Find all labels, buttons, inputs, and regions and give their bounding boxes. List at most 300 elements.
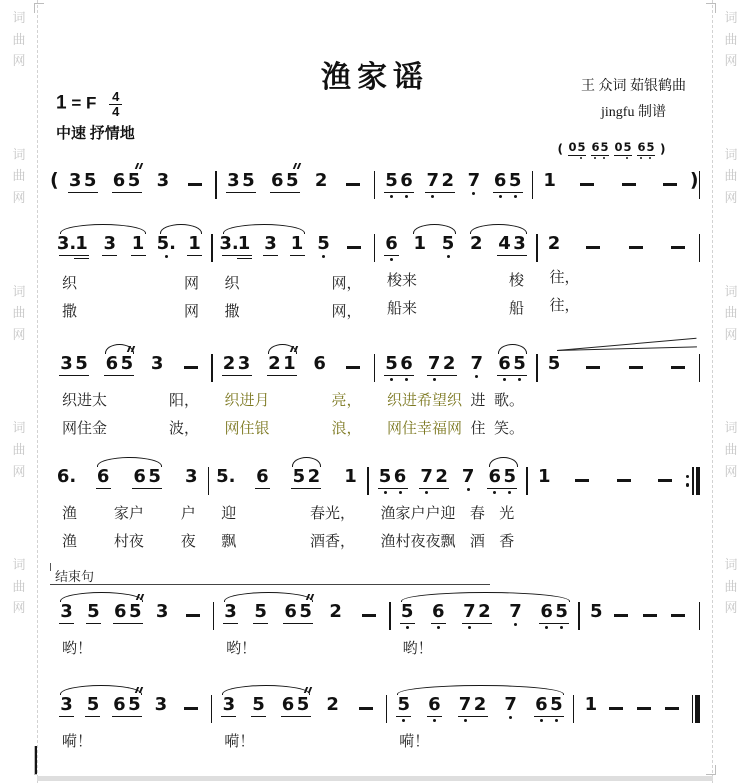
beam-line: [128, 623, 143, 625]
beam-line: [131, 255, 146, 257]
dash-glyph: [586, 246, 600, 249]
slur-arc: [60, 685, 142, 695]
note-cluster: [571, 468, 593, 486]
music-line: [50, 219, 700, 321]
note-cluster: [633, 696, 655, 714]
dash-note: [576, 172, 598, 190]
note-digit: 2: [441, 170, 454, 191]
note-digit: 6: [133, 466, 146, 487]
pickup-close-paren: ): [659, 142, 666, 156]
lyric-token: 哟！: [402, 641, 433, 657]
octave-dot-row: [518, 376, 521, 382]
note: [253, 603, 268, 630]
note: [281, 696, 296, 723]
note: [384, 235, 399, 262]
note: [508, 603, 523, 627]
beam-lines: [113, 621, 128, 624]
note: [512, 355, 527, 382]
dash-note: [625, 235, 647, 253]
lyric-token: 嗬！: [62, 734, 93, 750]
octave-dot-row: [475, 373, 478, 379]
lyric-token: 网，: [331, 276, 362, 292]
note-digit: 5: [555, 601, 568, 622]
lyric-token: 渔: [62, 534, 78, 550]
lyric-token: 织: [224, 276, 240, 292]
beam-line: [102, 255, 117, 257]
note: [59, 696, 74, 723]
note-cluster: [547, 355, 562, 379]
note-cluster: [85, 696, 100, 723]
credits: [581, 74, 686, 126]
measure: [213, 219, 374, 321]
beam-line: [223, 623, 238, 625]
octave-dot: [390, 195, 393, 198]
note-digit: 5: [378, 466, 392, 487]
dash-note: [618, 172, 640, 190]
lyric-row: [528, 524, 686, 542]
note-cluster: [343, 468, 358, 492]
beam-line: [59, 623, 74, 625]
note-cluster: [508, 603, 523, 627]
key-signature: [56, 90, 122, 118]
dash-note: [582, 235, 604, 253]
score-content: [50, 0, 700, 751]
notes-row: [538, 355, 699, 379]
octave-dot: [464, 719, 467, 722]
watermark-char: 网: [12, 189, 26, 205]
note: [328, 603, 343, 627]
lyric-token: 笑。: [493, 421, 524, 437]
note: [128, 603, 143, 630]
barline: [699, 171, 701, 199]
beam-lines: [440, 190, 455, 193]
note-cluster: [283, 603, 313, 630]
dash-note: [625, 355, 647, 373]
lyric-token: 家户: [113, 506, 144, 522]
octave-dot-row: [493, 489, 496, 495]
notes-row: [209, 468, 367, 495]
lyric-token: 村夜: [113, 534, 144, 550]
note-digit: 5: [589, 601, 603, 622]
beam-lines: [74, 253, 89, 259]
note-cluster: [396, 696, 411, 723]
slur-arc: [223, 224, 305, 234]
mordent-tick: [297, 163, 301, 169]
note-digit: 2: [469, 233, 483, 254]
note: [56, 466, 77, 492]
note-cluster: [487, 468, 517, 495]
right-dashed-border: [712, 0, 713, 783]
watermark-group: [4, 420, 34, 479]
note-digit: 6: [112, 170, 126, 191]
lyric-token: 梭来: [387, 273, 418, 289]
note-digit: 3: [154, 694, 168, 715]
note: [497, 355, 512, 382]
note-cluster: [469, 355, 484, 379]
beam-lines: [255, 486, 270, 489]
note-digit: 5: [86, 694, 100, 715]
beam-line: [222, 255, 237, 257]
note-digit: 6: [313, 353, 326, 374]
note: [614, 142, 623, 160]
lyric-row: [375, 297, 536, 318]
lyric-token: 网住幸福网: [387, 421, 463, 437]
note-cluster: [610, 603, 632, 621]
beam-lines: [306, 486, 321, 489]
note-cluster: [112, 696, 142, 723]
note-cluster: [542, 172, 557, 196]
slur-arc: [97, 457, 162, 467]
beam-lines: [251, 714, 266, 717]
lyric-token: 船: [508, 301, 524, 317]
note: [241, 172, 256, 199]
lyric-token: 春: [469, 506, 485, 522]
note: [282, 355, 297, 382]
beam-lines: [128, 621, 143, 624]
beam-lines: [281, 714, 296, 717]
note-digit: 3: [150, 353, 164, 374]
note: [623, 142, 632, 160]
dash-note: [184, 172, 206, 190]
beam-line: [267, 375, 282, 377]
note-cluster: [56, 466, 77, 492]
note-digit: 7: [461, 466, 475, 487]
dash-glyph: [346, 183, 360, 186]
note-cluster: [343, 235, 365, 253]
ending-section-bracket: [50, 563, 700, 587]
music-line: [50, 339, 700, 438]
octave-dot: [493, 491, 496, 494]
note: [425, 172, 440, 199]
beam-line: [147, 488, 162, 490]
measure: [212, 680, 385, 751]
beam-line: [59, 255, 74, 257]
lyric-token: 织进月: [224, 393, 270, 409]
beam-lines: [127, 190, 142, 193]
note-cluster: [384, 235, 399, 262]
note-cluster: [325, 696, 340, 720]
beam-line: [614, 155, 623, 156]
octave-dot: [545, 626, 548, 629]
note: [316, 235, 331, 259]
beam-lines: [222, 253, 237, 256]
beam-lines: [131, 253, 146, 256]
note: [59, 355, 74, 382]
beam-lines: [83, 190, 98, 193]
note-digit: 1: [537, 466, 551, 487]
note-cluster: [493, 172, 523, 199]
beam-lines: [473, 714, 488, 717]
beam-lines: [104, 373, 119, 376]
note: [396, 696, 411, 723]
notes-row: [50, 235, 211, 265]
dash-glyph: [663, 183, 677, 186]
beam-line: [127, 192, 142, 194]
note: [473, 696, 488, 723]
note: [502, 468, 517, 495]
note: [512, 235, 527, 262]
note-cluster: [59, 603, 74, 630]
note: [86, 603, 101, 630]
beam-line: [59, 716, 74, 718]
note-cluster: [625, 355, 647, 373]
note-cluster: [221, 696, 236, 723]
ending-label: 结束句: [55, 569, 95, 584]
barline: [699, 234, 701, 262]
beam-line: [270, 192, 285, 194]
note-cluster: [342, 172, 364, 190]
beam-lines: [226, 190, 241, 193]
dash-glyph: [184, 366, 198, 369]
dash-note: [355, 696, 377, 714]
notes-row: [59, 172, 216, 199]
beam-lines: [59, 714, 74, 717]
lyric-token: 织进太: [62, 393, 108, 409]
measure: [538, 339, 699, 429]
octave-dot-row: [402, 717, 405, 723]
note: [600, 142, 609, 160]
dash-note: [342, 172, 364, 190]
close-paren: ): [689, 169, 699, 191]
note-digit: 6: [432, 601, 445, 622]
note: [221, 696, 236, 723]
beam-lines: [147, 486, 162, 489]
note-digit: 3: [156, 170, 170, 191]
octave-dot-row: [165, 253, 168, 259]
beam-line: [96, 488, 111, 490]
note-cluster: [419, 468, 449, 495]
note-digit: 2: [326, 694, 339, 715]
note-digit: 6: [105, 353, 119, 374]
key-tonic: 1: [56, 92, 67, 114]
note: [296, 696, 311, 723]
tempo-marking: 中速 抒情地: [56, 126, 135, 142]
lyric-token: 网住金: [62, 421, 108, 437]
note-digit: 7: [426, 170, 439, 191]
watermark-group: [4, 10, 34, 69]
barline: [692, 467, 694, 495]
beam-line: [440, 192, 455, 194]
lyric-token: 织: [62, 276, 78, 292]
dash-note: [343, 235, 365, 253]
note-digit: 6: [96, 466, 110, 487]
octave-dot-row: [464, 717, 467, 723]
note: [104, 355, 119, 382]
note-digit: 1: [131, 233, 145, 254]
octave-dot-row: [390, 193, 393, 199]
note: [441, 235, 456, 259]
note-digit: 2: [478, 601, 491, 622]
beam-lines: [68, 190, 83, 193]
note: [400, 603, 415, 630]
lyric-token: 夜: [180, 534, 196, 550]
note-digit: 4: [498, 233, 511, 254]
lyric-row: [50, 417, 211, 438]
octave-dot: [518, 378, 521, 381]
note-digit: 5: [285, 170, 299, 191]
beam-line: [132, 488, 147, 490]
beam-lines: [296, 714, 311, 717]
open-paren: (: [50, 169, 59, 191]
note-cluster: [618, 172, 640, 190]
octave-dot-row: [560, 624, 563, 630]
note-cluster: [270, 172, 300, 199]
note-cluster: [605, 696, 627, 714]
watermark-char: 网: [724, 53, 738, 69]
note: [255, 468, 270, 495]
note-cluster: [86, 603, 101, 630]
beam-line: [85, 716, 100, 718]
notes-row: [528, 468, 686, 492]
octave-dot: [433, 378, 436, 381]
lyric-row: [391, 637, 579, 658]
note-cluster: [312, 355, 327, 379]
note-cluster: [667, 235, 689, 253]
notes-row: [213, 355, 374, 382]
note-cluster: [253, 603, 268, 630]
octave-dot: [626, 157, 628, 159]
note-cluster: [582, 355, 604, 373]
beam-lines: [74, 373, 89, 376]
lyric-row: [213, 300, 374, 321]
beam-line: [74, 258, 89, 260]
note-digit: 5: [148, 466, 161, 487]
watermark-char: 网: [724, 189, 738, 205]
dash-note: [661, 696, 683, 714]
notes-row: [50, 603, 213, 630]
measure: [391, 587, 579, 658]
watermark-group: [4, 557, 34, 616]
beam-lines: [112, 714, 127, 717]
beam-line: [434, 488, 449, 490]
watermark-char: 曲: [724, 305, 738, 321]
octave-dot: [467, 488, 470, 491]
note: [440, 172, 455, 199]
note-cluster: [251, 696, 266, 723]
lyric-row: [50, 272, 211, 293]
note: [384, 355, 399, 382]
measure: [214, 587, 389, 658]
lyric-token: 网: [183, 276, 199, 292]
beam-line: [74, 375, 89, 377]
note-cluster: [613, 468, 635, 486]
note-cluster: [59, 696, 74, 723]
dash-note: [342, 355, 364, 373]
dash-glyph: [586, 366, 600, 369]
dash-glyph: [629, 246, 643, 249]
watermark-char: 词: [724, 146, 738, 162]
note: [419, 468, 434, 495]
octave-dot-row: [508, 489, 511, 495]
octave-dot: [406, 626, 409, 629]
notes-row: [538, 235, 699, 259]
note-cluster: [96, 468, 111, 495]
note-digit: 5: [87, 601, 100, 622]
note: [503, 696, 518, 720]
note-digit: 5: [623, 140, 632, 154]
beam-line: [255, 488, 270, 490]
beam-line: [226, 192, 241, 194]
beam-line: [497, 255, 512, 257]
note: [343, 468, 358, 492]
note-digit: 1: [237, 233, 251, 254]
beam-line: [241, 192, 256, 194]
note-digit: 5: [646, 140, 655, 154]
octave-dot: [514, 195, 517, 198]
note: [384, 172, 399, 199]
beam-line: [291, 488, 306, 490]
dash-glyph: [614, 614, 628, 617]
octave-dot-row: [514, 621, 517, 627]
measure: [574, 680, 692, 745]
note-digit: 3: [224, 601, 237, 622]
beam-line: [285, 192, 300, 194]
measure: [528, 452, 686, 542]
note-digit: 5: [503, 466, 516, 487]
beam-lines: [222, 373, 237, 376]
note: [285, 172, 300, 199]
watermark-right: [716, 4, 746, 694]
octave-dot-row: [545, 624, 548, 630]
lyric-row: [50, 637, 213, 658]
notes-row: [387, 696, 573, 723]
note-cluster: [462, 603, 492, 630]
corner-mark: [34, 746, 37, 775]
note-digit: 5: [513, 353, 526, 374]
dash-glyph: [629, 366, 643, 369]
note: [568, 142, 577, 160]
octave-dot-row: [405, 193, 408, 199]
lyric-token: 波，: [168, 421, 199, 437]
beam-lines: [290, 253, 305, 256]
note: [119, 355, 134, 382]
watermark-group: [716, 284, 746, 343]
note-cluster: [427, 355, 457, 382]
lyric-token: 亮，: [331, 393, 362, 409]
dash-note: [667, 603, 689, 621]
note-cluster: [314, 172, 329, 196]
beam-lines: [59, 253, 74, 256]
dash-glyph: [658, 479, 672, 482]
lyric-token: 酒: [469, 534, 485, 550]
octave-dot-row: [384, 489, 387, 495]
note-digit: 5: [385, 353, 398, 374]
watermark-char: 曲: [12, 578, 26, 594]
measure: [217, 156, 374, 199]
slur-arc: [224, 592, 313, 602]
note-cluster: [384, 355, 414, 382]
note-digit: 3: [237, 353, 251, 374]
note: [291, 468, 306, 495]
note-cluster: [654, 468, 676, 486]
note: [399, 355, 414, 382]
note-cluster: [661, 696, 683, 714]
watermark-group: [716, 557, 746, 616]
beam-line: [127, 716, 142, 718]
bracket-line: [50, 584, 490, 585]
hairpin-line: [557, 346, 697, 351]
watermark-char: 词: [724, 420, 738, 436]
note: [539, 603, 554, 630]
watermark-char: 曲: [12, 305, 26, 321]
lyric-token: 渔村夜夜飘: [380, 534, 456, 550]
note-cluster: [223, 603, 238, 630]
notes-row: [391, 603, 579, 630]
note-cluster: [222, 355, 252, 382]
dash-note: [667, 355, 689, 373]
octave-dot-row: [499, 193, 502, 199]
lyric-token: 哟！: [226, 641, 257, 657]
